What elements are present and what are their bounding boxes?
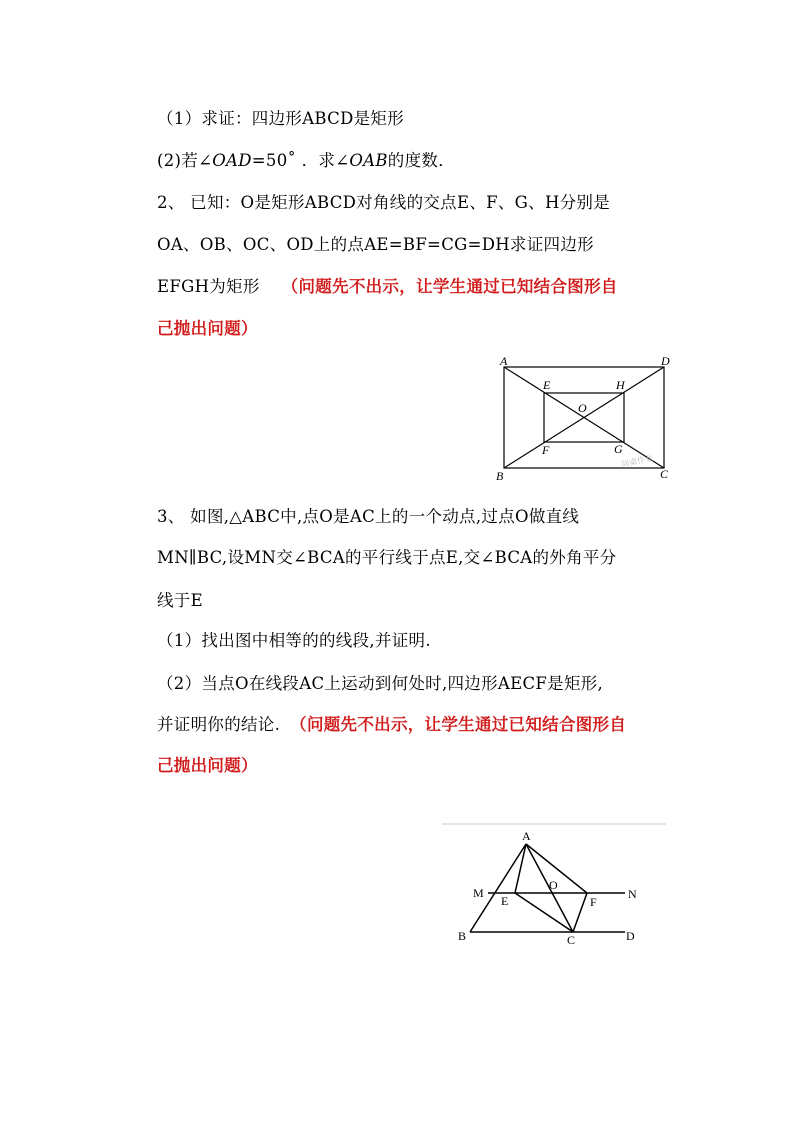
label-m: M bbox=[473, 886, 484, 900]
segment-ec bbox=[515, 893, 573, 932]
line-11: （2）当点O在线段AC上运动到何处时,四边形AECF是矩形, bbox=[157, 674, 604, 693]
label-c: C bbox=[660, 467, 669, 481]
line-12-note: （问题先不出示，让学生通过已知结合图形自 bbox=[290, 715, 627, 734]
line-2-angle-oad: OAD bbox=[212, 151, 252, 170]
line-2-part-e: 的度数． bbox=[387, 151, 455, 170]
label-f: F bbox=[542, 443, 550, 457]
line-5 bbox=[157, 276, 618, 298]
label-b: B bbox=[496, 469, 504, 483]
label-a: A bbox=[500, 354, 508, 368]
line-12 bbox=[157, 714, 626, 736]
figure-rectangle-efgh bbox=[490, 352, 680, 487]
label-d: D bbox=[626, 929, 635, 943]
label-n: N bbox=[628, 887, 637, 901]
line-2 bbox=[157, 150, 455, 172]
line-1: （1）求证：四边形ABCD是矩形 bbox=[157, 109, 404, 128]
label-b: B bbox=[458, 929, 467, 943]
label-f: F bbox=[590, 895, 597, 909]
line-7: 3、 如图,△ABC中,点O是AC上的一个动点,过点O做直线 bbox=[157, 507, 580, 526]
line-12-part-a: 并证明你的结论. bbox=[157, 715, 281, 734]
line-3: 2、 已知：O是矩形ABCD对角线的交点E、F、G、H分别是 bbox=[157, 193, 611, 212]
line-4: OA、OB、OC、OD上的点AE=BF=CG=DH求证四边形 bbox=[157, 235, 594, 254]
line-5-note: （问题先不出示，让学生通过已知结合图形自 bbox=[281, 277, 618, 296]
line-8: MN∥BC,设MN交∠BCA的平行线于点E,交∠BCA的外角平分 bbox=[157, 548, 617, 567]
line-9: 线于E bbox=[157, 591, 203, 610]
label-e: E bbox=[543, 378, 551, 392]
segment-fc bbox=[573, 893, 587, 932]
label-o: O bbox=[578, 401, 587, 415]
watermark: 同桌作业 bbox=[620, 453, 654, 469]
line-10: （1）找出图中相等的的线段,并证明. bbox=[157, 631, 431, 650]
line-5-part-a: EFGH为矩形 bbox=[157, 277, 260, 296]
line-6: 己抛出问题） bbox=[157, 319, 258, 338]
line-13: 己抛出问题） bbox=[157, 756, 258, 775]
label-c: C bbox=[567, 933, 576, 947]
line-2-angle-oab: OAB bbox=[349, 151, 388, 170]
figure-triangle-mn bbox=[440, 820, 670, 950]
label-h: H bbox=[616, 378, 625, 392]
label-g: G bbox=[614, 442, 623, 456]
label-d: D bbox=[661, 354, 670, 368]
line-2-part-a: (2)若∠ bbox=[157, 151, 213, 170]
label-a: A bbox=[522, 829, 531, 843]
label-e: E bbox=[501, 894, 509, 908]
label-o: O bbox=[549, 878, 558, 892]
line-2-part-c: =50˚ ．求∠ bbox=[251, 151, 350, 170]
